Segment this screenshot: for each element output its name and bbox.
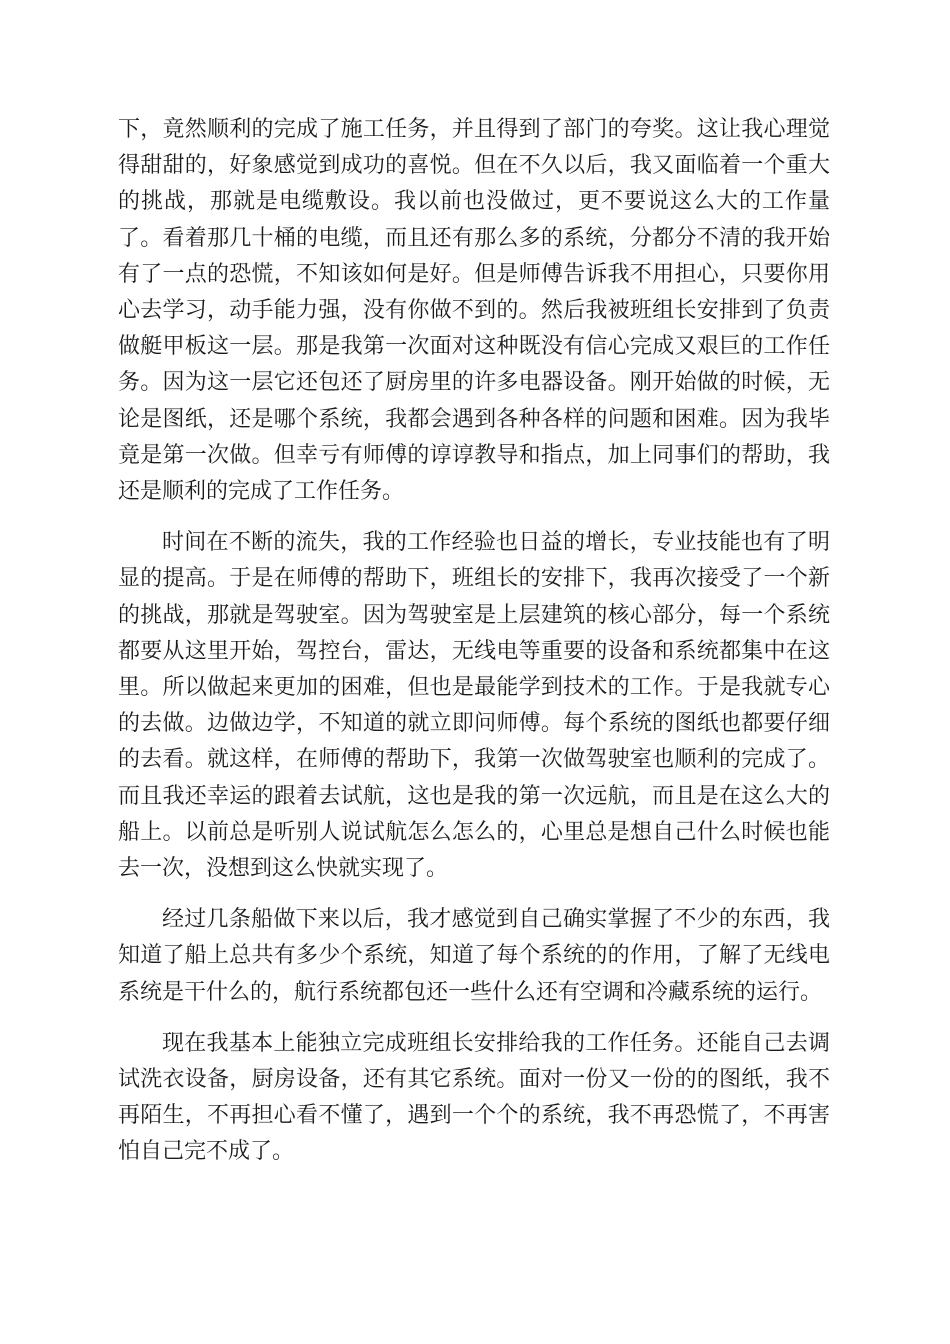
paragraph-wheelhouse: 时间在不断的流失，我的工作经验也日益的增长，专业技能也有了明显的提高。于是在师傅的帮助下，班组长的安排下，我再次接受了一个新的挑战，那就是驾驶室。因为驾驶室是上层建筑的核心部分，每一个系统都要从这里开始，驾控台，雷达，无线电等重要的设备和系统都集中在这里。所以做起来更加的困难，但也是最能学到技术的工作。于是我就专心的去做。边做边学，不知道的就立即问师傅。每个系统的图纸也都要仔细的去看。就这样，在师傅的帮助下，我第一次做驾驶室也顺利的完成了。而且我还幸运的跟着去试航，这也是我的第一次远航，而且是在这么大的船上。以前总是听别人说试航怎么怎么的，心里总是想自己什么时候也能去一次，没想到这么快就实现了。 [118, 530, 830, 882]
paragraph-systems-knowledge: 经过几条船做下来以后，我才感觉到自己确实掌握了不少的东西，我知道了船上总共有多少个系统，知道了每个系统的的作用，了解了无线电系统是干什么的，航行系统都包还一些什么还有空调和冷藏系统的运行。 [118, 907, 830, 1005]
document-page [118, 112, 830, 1186]
paragraph-continued: 下，竟然顺利的完成了施工任务，并且得到了部门的夸奖。这让我心理觉得甜甜的，好象感觉到成功的喜悦。但在不久以后，我又面临着一个重大的挑战，那就是电缆敷设。我以前也没做过，更不要说这么大的工作量了。看着那几十桶的电缆，而且还有那么多的系统，分都分不清的我开始有了一点的恐慌，不知该如何是好。但是师傅告诉我不用担心，只要你用心去学习，动手能力强，没有你做不到的。然后我被班组长安排到了负责做艇甲板这一层。那是我第一次面对这种既没有信心完成又艰巨的工作任务。因为这一层它还包还了厨房里的许多电器设备。刚开始做的时候，无论是图纸，还是哪个系统，我都会遇到各种各样的问题和困难。因为我毕竟是第一次做。但幸亏有师傅的谆谆教导和指点，加上同事们的帮助，我还是顺利的完成了工作任务。 [118, 117, 830, 505]
paragraph-current-ability: 现在我基本上能独立完成班组长安排给我的工作任务。还能自己去调试洗衣设备，厨房设备，还有其它系统。面对一份又一份的的图纸，我不再陌生，不再担心看不懂了，遇到一个个的系统，我不再恐慌了，不再害怕自己完不成了。 [118, 1030, 830, 1165]
